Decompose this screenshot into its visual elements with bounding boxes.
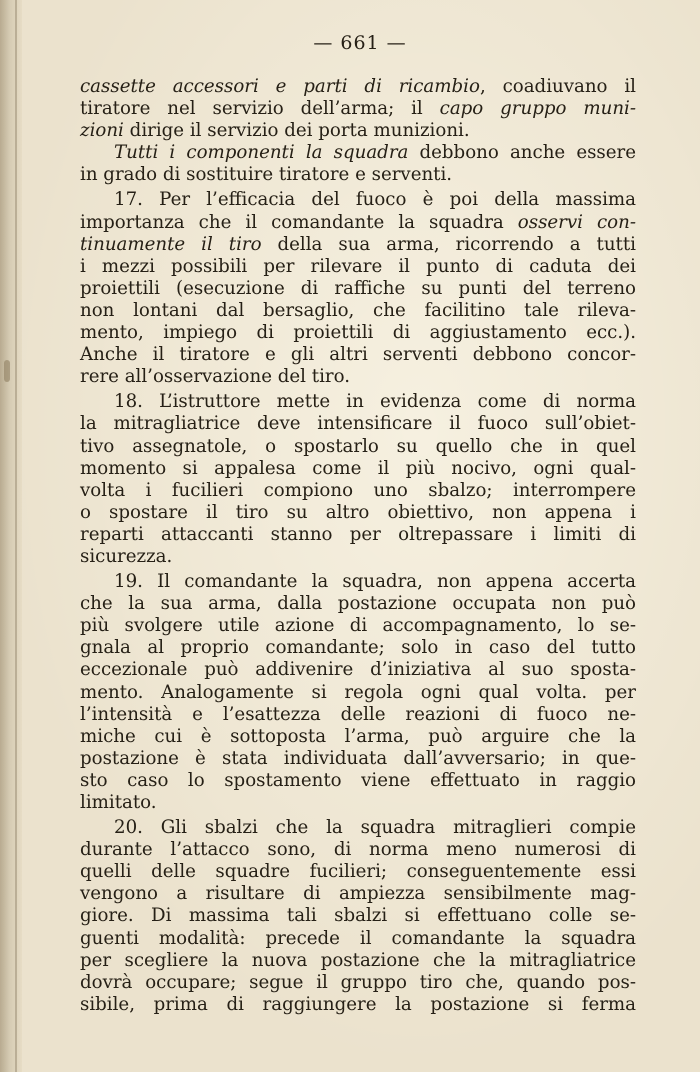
text-line (80, 546, 636, 568)
text-line (80, 950, 636, 972)
text-segment: proiettili (esecuzione di raffiche su punti del terreno (80, 277, 636, 299)
text-segment: che la sua arma, dalla postazione occupata non può (80, 593, 636, 615)
binding-mark (4, 360, 10, 382)
text-line (80, 770, 636, 792)
text-segment: volta i fucilieri compiono uno sbalzo; interrompere (80, 479, 636, 501)
text-line (80, 861, 636, 883)
text-line (80, 905, 636, 927)
text-segment: per scegliere la nuova postazione che la mitragliatrice (80, 949, 636, 971)
text-line (80, 436, 636, 458)
text-line (80, 726, 636, 748)
text-line (80, 839, 636, 861)
text-line (80, 189, 636, 211)
text-segment: guenti modalità: precede il comandante la squadra (80, 927, 636, 949)
text-line (80, 524, 636, 546)
italic-text: tinuamente il tiro (80, 233, 262, 255)
text-line (80, 502, 636, 524)
text-line (80, 928, 636, 950)
text-line (80, 322, 636, 344)
text-line (80, 344, 636, 366)
text-segment: più svolgere utile azione di accompagnamento, lo se- (80, 615, 636, 637)
text-segment: quelli delle squadre fucilieri; conseguentemente essi (80, 861, 636, 883)
text-line (80, 593, 636, 615)
text-segment: tivo assegnatole, o spostarlo su quello che in quel (80, 435, 636, 457)
text-segment: eccezionale può addivenire d’iniziativa al suo sposta- (80, 659, 636, 681)
italic-text: capo gruppo muni- (439, 98, 636, 120)
text-segment: sibile, prima di raggiungere la postazione si ferma (80, 993, 636, 1015)
text-line (80, 571, 636, 593)
text-line (80, 748, 636, 770)
text-body (80, 76, 636, 1016)
text-segment: sto caso lo spostamento viene effettuato in raggio (80, 769, 636, 791)
text-segment: la mitragliatrice deve intensificare il fuoco sull’obiet- (80, 413, 636, 435)
page-number: — 661 — (313, 32, 407, 54)
text-segment: , coadiuvano il (479, 76, 636, 97)
text-line (80, 458, 636, 480)
italic-text: osservi con- (517, 211, 636, 233)
italic-text: cassette accessori e parti di ricambio (80, 76, 480, 97)
text-segment: mento, impiego di proiettili di aggiustamento ecc.). (80, 322, 636, 344)
text-segment: rere all’osservazione del tiro. (80, 366, 350, 388)
text-segment: mento. Analogamente si regola ogni qual volta. per (80, 681, 636, 703)
text-segment: debbono anche essere (408, 142, 636, 164)
text-segment: 19. Il comandante la squadra, non appena accerta (114, 571, 636, 593)
text-line (80, 142, 636, 164)
text-line (80, 883, 636, 905)
text-segment: dovrà occupare; segue il gruppo tiro che, quando pos- (80, 971, 636, 993)
text-line (80, 704, 636, 726)
text-line (80, 682, 636, 704)
text-segment: non lontani dal bersaglio, che facilitino tale rileva- (80, 299, 636, 321)
text-line (80, 120, 636, 142)
text-line (80, 817, 636, 839)
text-line (80, 659, 636, 681)
binding-edge (15, 0, 17, 1072)
text-line (80, 366, 636, 388)
text-segment: gnala al proprio comandante; solo in caso del tutto (80, 637, 636, 659)
text-line (80, 413, 636, 435)
text-segment: i mezzi possibili per rilevare il punto di caduta dei (80, 255, 636, 277)
text-line (80, 300, 636, 322)
text-line (80, 164, 636, 186)
text-segment: in grado di sostituire tiratore e serventi. (80, 164, 453, 186)
text-line (80, 234, 636, 256)
text-segment: limitato. (80, 792, 157, 813)
text-segment: dirige il servizio dei porta munizioni. (123, 120, 470, 142)
italic-text: zioni (80, 120, 124, 142)
text-segment: o spostare il tiro su altro obiettivo, non appena i (80, 501, 636, 523)
text-line (80, 278, 636, 300)
text-segment: momento si appalesa come il più nocivo, ogni qual- (80, 457, 636, 479)
book-spine (0, 0, 22, 1072)
text-segment: 18. L’istruttore mette in evidenza come di norma (114, 391, 636, 413)
italic-text: Tutti i componenti la squadra (114, 142, 409, 164)
text-line (80, 994, 636, 1016)
text-line (80, 637, 636, 659)
text-line (80, 972, 636, 994)
text-segment: vengono a risultare di ampiezza sensibilmente mag- (80, 883, 636, 905)
text-line (80, 792, 636, 814)
text-segment: reparti attaccanti stanno per oltrepassare i limiti di (80, 523, 636, 545)
text-segment: 17. Per l’efficacia del fuoco è poi della massima (114, 189, 636, 211)
text-segment: della sua arma, ricorrendo a tutti (261, 233, 636, 255)
text-line (80, 615, 636, 637)
text-line (80, 98, 636, 120)
text-line (80, 391, 636, 413)
text-segment: importanza che il comandante la squadra (80, 211, 518, 233)
text-segment: tiratore nel servizio dell’arma; il (80, 98, 440, 120)
text-segment: miche cui è sottoposta l’arma, può arguire che la (80, 725, 636, 747)
text-segment: 20. Gli sbalzi che la squadra mitraglieri compie (114, 817, 636, 839)
text-line (80, 212, 636, 234)
text-segment: postazione è stata individuata dall’avversario; in que- (80, 747, 636, 769)
text-segment: giore. Di massima tali sbalzi si effettuano colle se- (80, 905, 636, 927)
text-line (80, 256, 636, 278)
text-line (80, 480, 636, 502)
text-segment: Anche il tiratore e gli altri serventi debbono concor- (80, 344, 636, 366)
text-line (80, 76, 636, 98)
text-segment: l’intensità e l’esattezza delle reazioni di fuoco ne- (80, 703, 636, 725)
text-segment: sicurezza. (80, 545, 173, 567)
text-segment: durante l’attacco sono, di norma meno numerosi di (80, 839, 636, 861)
